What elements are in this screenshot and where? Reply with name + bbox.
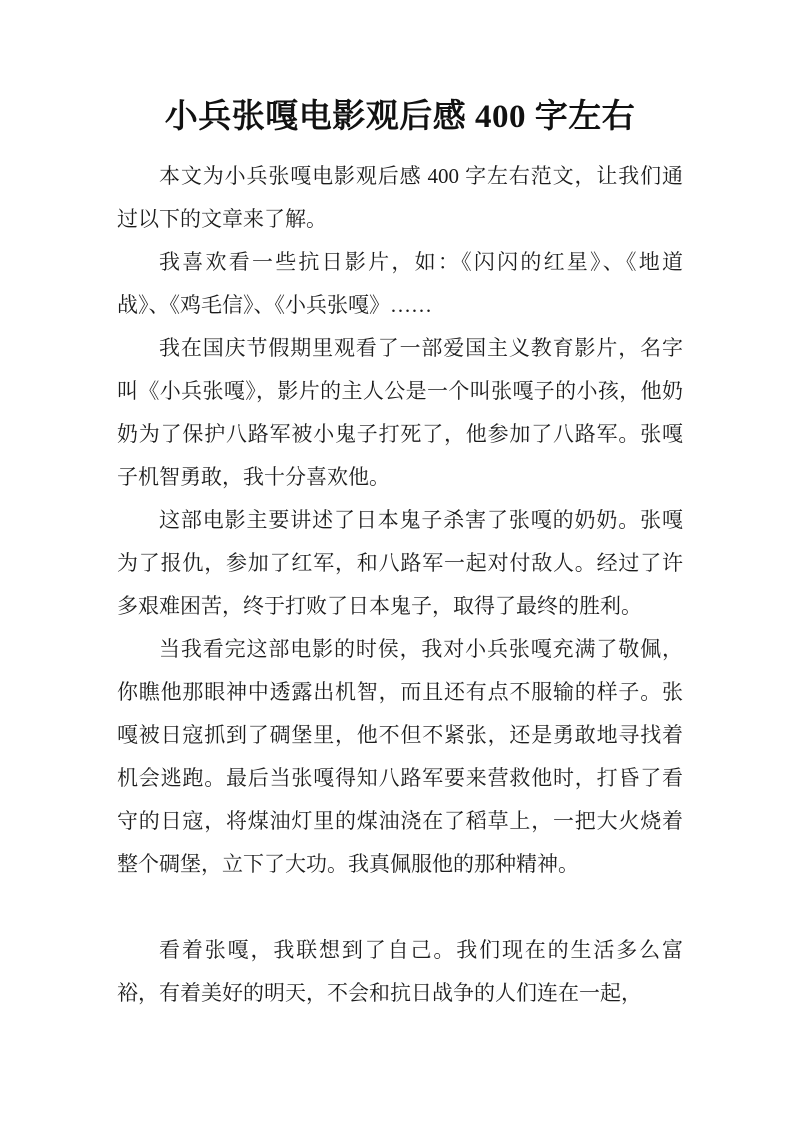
paragraph-plot: 这部电影主要讲述了日本鬼子杀害了张嘎的奶奶。张嘎为了报仇，参加了红军，和八路军一起对付敌人。经过了许多艰难困苦，终于打败了日本鬼子，取得了最终的胜利。 [117,508,683,618]
paragraph-intro: 本文为小兵张嘎电影观后感 400 字左右范文，让我们通过以下的文章来了解。 [117,164,683,231]
document-body [117,155,683,1015]
paragraph-film-summary: 我在国庆节假期里观看了一部爱国主义教育影片，名字叫《小兵张嘎》，影片的主人公是一个叫张嘎子的小孩，他奶奶为了保护八路军被小鬼子打死了，他参加了八路军。张嘎子机智勇敢，我十分喜欢他。 [117,336,683,489]
blank-line [117,886,683,929]
paragraph-movies-list: 我喜欢看一些抗日影片，如：《闪闪的红星》、《地道战》、《鸡毛信》、《小兵张嘎》…… [117,250,683,317]
paragraph-reflection: 看着张嘎，我联想到了自己。我们现在的生活多么富裕，有着美好的明天，不会和抗日战争的人们连在一起， [117,938,683,1005]
paragraph-admiration: 当我看完这部电影的时侯，我对小兵张嘎充满了敬佩，你瞧他那眼神中透露出机智，而且还有点不服输的样子。张嘎被日寇抓到了碉堡里，他不但不紧张，还是勇敢地寻找着机会逃跑。最后当张嘎得知八路军要来营救他时，打昏了看守的日寇，将煤油灯里的煤油浇在了稻草上，一把大火烧着整个碉堡，立下了大功。我真佩服他的那种精神。 [117,637,683,876]
document-title: 小兵张嘎电影观后感 400 字左右 [164,99,636,135]
